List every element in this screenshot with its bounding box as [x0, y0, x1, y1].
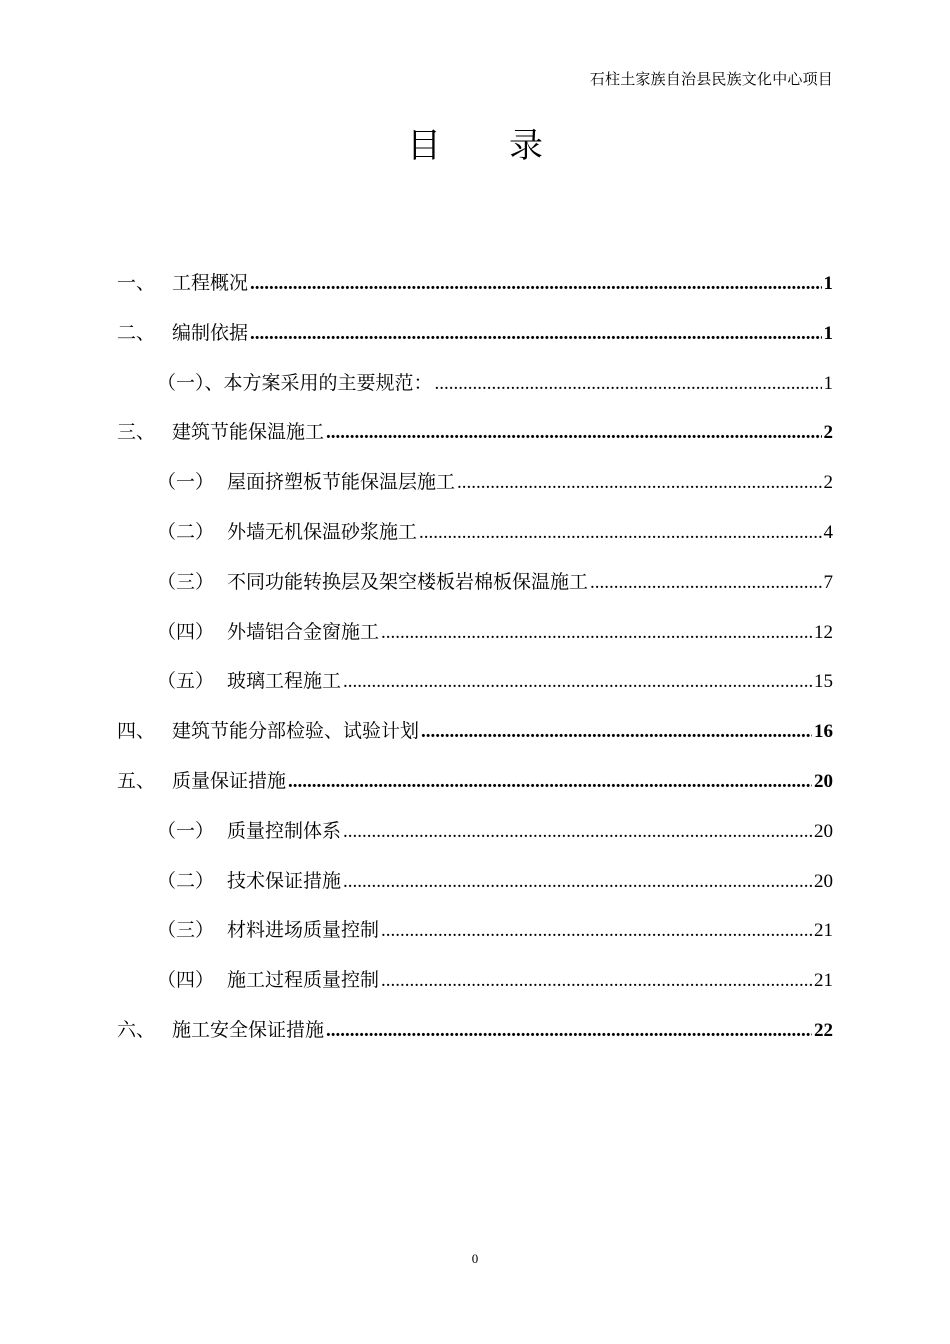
toc-entry-number: （四） [157, 620, 215, 643]
toc-entry-title: 本方案采用的主要规范： [223, 371, 433, 394]
toc-entry[interactable] [117, 965, 833, 997]
toc-entry[interactable] [117, 268, 833, 300]
toc-leader-dots [590, 572, 821, 594]
page-title [0, 118, 950, 167]
toc-entry-number: 三、 [117, 421, 156, 444]
page-header: 石柱土家族自治县民族文化中心项目 [589, 70, 833, 88]
toc-entry-page: 21 [814, 970, 833, 992]
toc-entry[interactable] [117, 567, 833, 599]
toc-leader-dots [381, 970, 812, 992]
toc-entry[interactable] [117, 666, 833, 698]
toc-entry[interactable] [117, 766, 833, 798]
toc-leader-dots [250, 273, 821, 295]
toc-entry-number: 四、 [117, 720, 156, 743]
toc-entry-number: （二） [157, 869, 215, 892]
toc-entry[interactable] [117, 915, 833, 947]
toc-entry-title: 施工安全保证措施 [172, 1019, 325, 1041]
toc-entry[interactable] [117, 368, 833, 400]
toc-leader-dots [288, 771, 812, 793]
toc-leader-dots [419, 522, 821, 544]
toc-entry[interactable] [117, 617, 833, 649]
toc-entry-title: 不同功能转换层及架空楼板岩棉板保温施工 [227, 570, 589, 593]
toc-entry-title: 外墙铝合金窗施工 [227, 620, 380, 643]
toc-entry-title: 外墙无机保温砂浆施工 [227, 521, 418, 543]
toc-entry-title: 建筑节能分部检验、试验计划 [172, 720, 420, 743]
toc-leader-dots [381, 622, 812, 644]
toc-leader-dots [381, 920, 812, 942]
toc-entry-page: 16 [814, 721, 833, 743]
toc-entry-number: （一） [157, 819, 215, 842]
toc-entry-page: 20 [814, 820, 833, 842]
toc-entry-title: 材料进场质量控制 [227, 919, 380, 942]
toc-entry-page: 20 [814, 771, 833, 792]
toc-entry-page: 1 [823, 372, 833, 394]
toc-entry-page: 1 [823, 273, 833, 294]
toc-entry-page: 4 [823, 522, 833, 543]
toc-entry[interactable] [117, 866, 833, 898]
toc-entry-title: 技术保证措施 [227, 869, 342, 892]
toc-entry[interactable] [117, 517, 833, 549]
toc-entry[interactable] [117, 816, 833, 848]
toc-entry-number: （一） [157, 471, 215, 494]
toc-entry-page: 20 [814, 870, 833, 892]
toc-entry-number: （二） [157, 521, 215, 543]
toc-leader-dots [250, 323, 821, 345]
toc-entry-number: （一）、 [157, 371, 224, 394]
toc-entry-page: 15 [814, 671, 833, 693]
toc-entry-page: 12 [814, 621, 833, 643]
toc-entry[interactable] [117, 318, 833, 350]
toc-leader-dots [457, 472, 821, 494]
toc-entry-number: 六、 [117, 1019, 156, 1041]
toc-entry-title: 建筑节能保温施工 [172, 421, 325, 444]
toc-leader-dots [343, 871, 812, 893]
toc-entry-number: 一、 [117, 272, 156, 294]
toc-entry-number: 五、 [117, 770, 156, 792]
toc-leader-dots [326, 422, 821, 444]
toc-entry[interactable] [117, 417, 833, 449]
toc-entry[interactable] [117, 716, 833, 748]
title-char-2: 录 [509, 126, 543, 166]
toc-entry-title: 玻璃工程施工 [227, 670, 342, 693]
page-number: 0 [471, 1251, 479, 1266]
toc-entry-page: 22 [814, 1020, 833, 1041]
toc-entry[interactable] [117, 467, 833, 499]
toc-entry-title: 屋面挤塑板节能保温层施工 [227, 471, 456, 494]
toc-entry-title: 质量控制体系 [227, 819, 342, 842]
toc-entry-title: 质量保证措施 [172, 770, 287, 792]
toc-entry[interactable] [117, 1015, 833, 1047]
toc-entry-page: 7 [823, 571, 833, 593]
toc-entry-title: 编制依据 [172, 321, 249, 344]
toc-leader-dots [326, 1020, 812, 1042]
title-char-1: 目 [407, 126, 441, 166]
toc-leader-dots [435, 373, 822, 395]
toc-entry-page: 1 [823, 322, 833, 344]
toc-entry-number: （三） [157, 919, 215, 942]
toc-entry-number: 二、 [117, 321, 156, 344]
toc-entry-page: 2 [823, 422, 833, 444]
toc-leader-dots [421, 721, 812, 743]
toc-leader-dots [343, 821, 812, 843]
toc-leader-dots [343, 671, 812, 693]
toc-entry-title: 工程概况 [172, 272, 249, 294]
toc-entry-number: （三） [157, 570, 215, 593]
toc-entry-page: 21 [814, 920, 833, 942]
toc-entry-number: （四） [157, 969, 215, 992]
toc-entry-number: （五） [157, 670, 215, 693]
toc-entry-page: 2 [823, 472, 833, 494]
toc-entry-title: 施工过程质量控制 [227, 969, 380, 992]
